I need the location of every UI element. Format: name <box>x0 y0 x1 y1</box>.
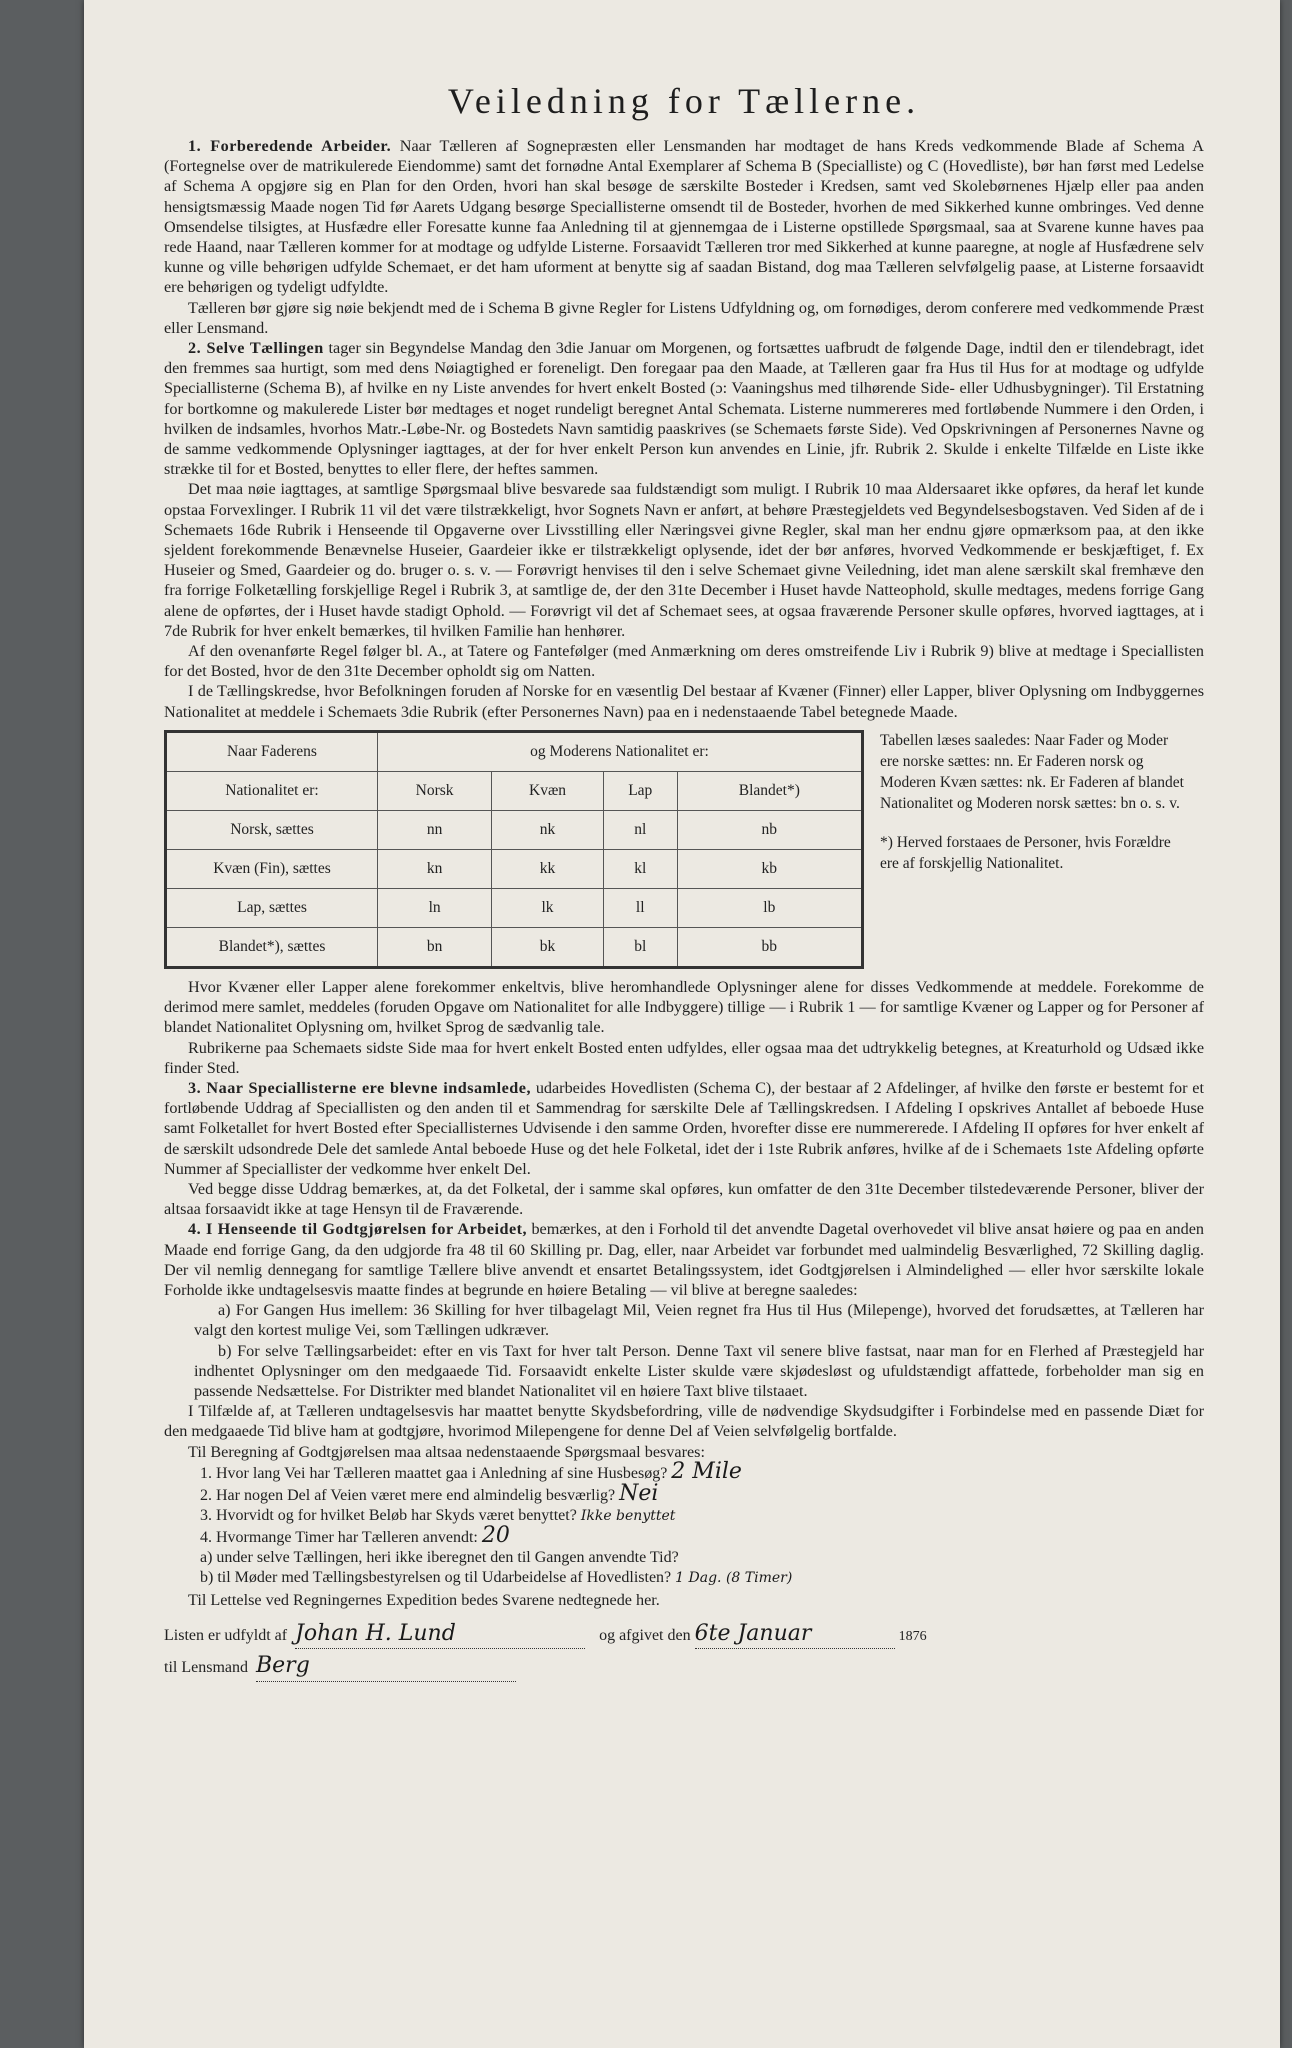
page-title: Veiledning for Tællerne. <box>447 81 921 121</box>
question-3 <box>200 1506 1204 1526</box>
table-cell: kk <box>492 849 604 888</box>
section-2-heading: 2. Selve Tællingen <box>188 339 324 358</box>
question-3-answer: Ikke benyttet <box>580 1507 676 1524</box>
table-head-father-2: Nationalitet er: <box>166 771 378 810</box>
row-label: Kvæn (Fin), sættes <box>166 849 378 888</box>
lensmand-label: til Lensmand <box>164 1658 248 1676</box>
section-1-paragraph-2: Tælleren bør gjøre sig nøie bekjendt med de i Schema B givne Regler for Listens Udfyldning og, om fornødiges, derom conferere med vedkommende Præst eller Lensmand. <box>164 298 1204 337</box>
delivered-label: og afgivet den <box>599 1626 691 1644</box>
table-cell: lb <box>677 888 862 927</box>
question-4b <box>200 1568 1204 1588</box>
table-cell: bb <box>677 927 862 967</box>
table-reading-note: Tabellen læses saaledes: Naar Fader og Moder ere norske sættes: nn. Er Faderen norsk og Moderen Kvæn sættes: nk. Er Faderen af blandet Nationalitet og Moderen norsk sættes: bn o. s. v. <box>880 731 1184 812</box>
table-cell: bn <box>378 927 492 967</box>
after-table-paragraph-2: Rubrikerne paa Schemaets sidste Side maa for hvert enkelt Bosted enten udfyldes, eller ogsaa maa det udtrykkelig betegnes, at Kreaturhold og Udsæd ikke finder Sted. <box>164 1038 1204 1077</box>
filled-by-value: Johan H. Lund <box>295 1620 585 1649</box>
section-2-paragraph <box>164 338 1204 479</box>
section-2-paragraph-4: I de Tællingskredse, hvor Befolkningen foruden af Norske for en væsentlig Del bestaar af Kvæner (Finner) eller Lapper, bliver Oplysning om Indbyggernes Nationalitet at meddele i Schemaets 3die Rubrik (efter Personernes Navn) paa en i nedenstaaende Tabel betegnede Maade. <box>164 682 1204 721</box>
section-1-paragraph <box>164 136 1204 298</box>
section-4-item-b: b) For selve Tællingsarbeidet: efter en vis Taxt for hver talt Person. Denne Taxt vil senere blive fastsat, naar man for en Flerhed af Præstegjeld har indhentet Oplysninger om den medgaaede Tid. Forsaavidt enkelte Lister skulde være skjødesløst og ufuldstændigt affattede, forbeholder man sig en passende Nedsættelse. For Distrikter med blandet Nationalitet vil en høiere Taxt blive tilstaaet. <box>194 1341 1204 1400</box>
section-4-heading: 4. I Henseende til Godtgjørelsen for Arbeidet, <box>188 1220 528 1239</box>
table-explanation <box>880 730 1190 874</box>
question-1-text: 1. Hvor lang Vei har Tælleren maattet gaa i Anledning af sine Husbesøg? <box>200 1464 668 1482</box>
section-3-heading: 3. Naar Speciallisterne ere blevne indsamlede, <box>188 1078 532 1097</box>
section-1-heading: 1. Forberedende Arbeider. <box>188 137 392 155</box>
questions-closing: Til Lettelse ved Regningernes Expedition bedes Svarene nedtegnede her. <box>188 1590 660 1609</box>
table-cell: nl <box>603 810 677 849</box>
table-cell: ln <box>378 888 492 927</box>
section-2-text: tager sin Begyndelse Mandag den 3die Januar om Morgenen, og fortsættes uafbrudt de følgende Dage, indtil den er tilendebragt, idet den fremmes saa hurtigt, som med dens Nøiagtighed er foreneligt. Den foregaar paa den Maade, at Tælleren gaar fra Hus til Hus for at modtage og udfylde Speciallisterne (Schema B), af hvilke en ny Liste anvendes for hvert enkelt Bosted (ɔ: Vaaningshus med tilhørende Side- eller Udhusbygninger). Til Erstatning for bortkomne og makulerede Lister bør medtages et noget rundeligt beregnet Antal Schemata. Listerne nummereres med fortløbende Nummere i den Orden, i hvilken de indsamles, hvorhos Matr.-Løbe-Nr. og Bostedets Navn samtidig paaskrives (se Schemaets første Side). Ved Opskrivningen af Personernes Navne og de samme vedkommende Oplysninger iagttages, at der for hver enkelt Person kun anvendes en Linie, jfr. Rubrik 2. Skulde i enkelte Tilfælde en Liste ikke strække til for et Bosted, benyttes to eller flere, der heftes sammen. <box>164 339 1205 479</box>
table-cell: nn <box>378 810 492 849</box>
table-row <box>166 810 863 849</box>
question-4-answer: 20 <box>481 1522 510 1548</box>
delivered-value: 6te Januar <box>695 1620 895 1649</box>
lensmand-value: Berg <box>256 1651 516 1682</box>
question-1 <box>200 1458 1204 1484</box>
question-2-answer: Nei <box>619 1480 659 1506</box>
table-row <box>166 849 863 888</box>
lensmand-line <box>164 1651 1204 1683</box>
question-3-text: 3. Hvorvidt og for hvilket Beløb har Skyds været benyttet? <box>200 1506 577 1524</box>
table-cell: kn <box>378 849 492 888</box>
table-col-norsk: Norsk <box>378 771 492 810</box>
section-3-paragraph <box>164 1078 1204 1179</box>
row-label: Lap, sættes <box>166 888 378 927</box>
table-column-row <box>166 771 863 810</box>
table-cell: kb <box>677 849 862 888</box>
nationality-table-block <box>164 730 1204 969</box>
section-3-paragraph-2: Ved begge disse Uddrag bemærkes, at, da det Folketal, der i samme skal opføres, kun omfatter de den 31te December tilstedeværende Personer, bliver der altsaa forsaavidt ikke at tage Hensyn til de Fraværende. <box>164 1179 1204 1219</box>
year: 1876 <box>898 1628 927 1644</box>
table-cell: kl <box>603 849 677 888</box>
section-4-paragraph <box>164 1219 1204 1300</box>
table-row <box>166 888 863 927</box>
question-2 <box>200 1480 1204 1506</box>
document-page <box>84 0 1280 2048</box>
table-cell: bl <box>603 927 677 967</box>
table-col-kvaen: Kvæn <box>492 771 604 810</box>
question-4 <box>200 1522 1204 1548</box>
section-4-paragraph-3: Til Beregning af Godtgjørelsen maa altsaa nedenstaaende Spørgsmaal besvares: <box>188 1442 705 1461</box>
signature-line <box>164 1620 1204 1651</box>
row-label: Blandet*), sættes <box>166 927 378 967</box>
question-4b-answer: 1 Dag. (8 Timer) <box>675 1569 793 1586</box>
table-cell: lk <box>492 888 604 927</box>
table-footnote: *) Herved forstaaes de Personer, hvis Forældre ere af forskjellig Nationalitet. <box>880 833 1171 872</box>
after-table-paragraph-1: Hvor Kvæner eller Lapper alene forekommer enkeltvis, blive heromhandlede Oplysninger alene for disses Vedkommende at meddele. Forekomme de derimod mere samlet, meddeles (foruden Opgave om Nationalitet for alle Indbyggere) tillige — i Rubrik 1 — for samtlige Kvæner og Lapper og for Personer af blandet Nationalitet Oplysning om, hvilket Sprog de sædvanlig tale. <box>164 977 1204 1037</box>
table-cell: ll <box>603 888 677 927</box>
section-4-text: bemærkes, at den i Forhold til det anvendte Dagetal overhovedet vil blive ansat høiere og paa en anden Maade end forrige Gang, da den udgjorde fra 48 til 60 Skilling pr. Dag, eller, naar Arbeidet var forbundet med ualmindelig Besværlighed, 72 Skilling daglig. Der vil nemlig dennegang for samtlige Tællere blive anvendt et ensartet Betalingssystem, idet Godtgjørelsen i Almindelighed — eller hvor særskilte lokale Forholde ikke undtagelsesvis maatte findes at begrunde en høiere Betaling — vil blive at beregne saaledes: <box>164 1220 1205 1299</box>
section-4-item-a: a) For Gangen Hus imellem: 36 Skilling for hver tilbagelagt Mil, Veien regnet fra Hus til Hus (Milepenge), hvorved det forudsættes, at Tælleren har valgt den kortest mulige Vei, som Tællingen udkræver. <box>194 1301 1204 1340</box>
filled-by-label: Listen er udfyldt af <box>164 1626 288 1644</box>
table-header-row <box>166 731 863 771</box>
table-col-blandet: Blandet*) <box>677 771 862 810</box>
section-3-text: udarbeides Hovedlisten (Schema C), der bestaar af 2 Afdelinger, af hvilke den første er bestemt for et fortløbende Uddrag af Speciallisten og den anden til et Sammendrag for særskilte Dele af Tællingskredsen. I Afdeling I opskrives Antallet af beboede Huse samt Folketallet for hvert Bosted efter Speciallisternes Udvisende i den samme Orden, hvorefter disse ere nummererede. I Afdeling II opføres for hver enkelt af de særskilt udsondrede Dele det samlede Antal beboede Huse og det hele Folketal, idet der i 1ste Rubrik anføres, hvilke af de i Schemaets 1ste Afdeling opførte Nummer af Speciallister der vedkomme hver enkelt Del. <box>164 1078 1204 1178</box>
section-4-paragraph-2: I Tilfælde af, at Tælleren undtagelsesvis har maattet benytte Skydsbefordring, ville de nødvendige Skydsudgifter i Forbindelse med en passende Diæt for den medgaaede Tid blive ham at godtgjøre, hvorimod Milepengene for denne Del af Veien selvfølgelig bortfalde. <box>164 1402 1204 1441</box>
table-head-mother: og Moderens Nationalitet er: <box>378 731 863 771</box>
question-4b-text: b) til Møder med Tællingsbestyrelsen og til Udarbeidelse af Hovedlisten? <box>200 1568 672 1586</box>
question-1-answer: 2 Mile <box>671 1458 742 1484</box>
section-1-text: Naar Tælleren af Sognepræsten eller Lensmanden har modtaget de hans Kreds vedkommende Blade af Schema A (Fortegnelse over de matrikulerede Eiendomme) samt det fornødne Antal Exemplarer af Schema B (Specialliste) og C (Hovedliste), bør han først med Ledelse af Schema A opgjøre sig en Plan for den Orden, hvori han skal besøge de særskilte Bosteder i Kredsen, samt ved Skolebørnenes Hjælp eller paa anden hensigtsmæssig Maade nogen Tid før Aarets Udgang besørge Speciallisterne omsendt til de Bosteder, hvorhen de med Sikkerhed kunne ombringes. Ved denne Omsendelse tilsigtes, at Husfædre eller Foresatte kunne faa Anledning til at gjennemgaa de i Listerne opstillede Spørgsmaal, saa at Svarene kunne haves paa rede Haand, naar Tælleren kommer for at modtage og udfylde Listerne. Forsaavidt Tælleren tror med Sikkerhed at kunne paaregne, at nogle af Husfædrene selv kunne og ville behørigen udfylde Schemaet, er det ham uforment at benytte sig af saadan Bistand, dog maa Tælleren selvfølgelig paase, at Listerne forsaavidt ere behørigen og tydeligt udfyldte. <box>164 137 1204 297</box>
table-cell: nk <box>492 810 604 849</box>
table-row <box>166 927 863 967</box>
table-cell: bk <box>492 927 604 967</box>
section-2-paragraph-2: Det maa nøie iagttages, at samtlige Spørgsmaal blive besvarede saa fuldstændigt som muligt. I Rubrik 10 maa Aldersaaret ikke opføres, da heraf let kunde opstaa Forvexlinger. I Rubrik 11 vil det være tilstrækkeligt, hvor Sognets Navn er anført, at behøre Præstegjeldets ved Begyndelsesbogstaven. Ved Siden af de i Schemaets 16de Rubrik i Henseende til Opgaverne over Livsstilling eller Næringsvei givne Regler, skal man her endnu gjøre opmærksom paa, at den ikke sjeldent forekommende Benævnelse Huseier, Gaardeier ikke er tilstrækkeligt oplysende, idet der bør anføres, hvorved Vedkommende er beskjæftiget, f. Ex Huseier og Smed, Gaardeier og do. bruger o. s. v. — Forøvrigt henvises til den i selve Schemaet givne Veiledning, idet man alene særskilt skal fremhæve den fra forrige Folketælling forskjellige Regel i Rubrik 3, at samtlige de, der den 31te December i Huset havde Natteophold, skulle medtages, medens forrige Gang alene de opførtes, der i Huset havde stadigt Ophold. — Forøvrigt vil det af Schemaet sees, at ogsaa fraværende Personer skulle opføres, hvorved iagttages, at i 7de Rubrik for hver enkelt bemærkes, til hvilken Familie han henhører. <box>164 480 1204 640</box>
table-head-father-1: Naar Faderens <box>166 731 378 771</box>
question-2-text: 2. Har nogen Del af Veien været mere end almindelig besværlig? <box>200 1486 616 1504</box>
section-2-paragraph-3: Af den ovenanførte Regel følger bl. A., at Tatere og Fantefølger (med Anmærkning om deres omstreifende Liv i Rubrik 9) blive at medtage i Speciallisten for det Bosted, hvor de den 31te December opholdt sig om Natten. <box>164 642 1204 681</box>
document-content <box>164 80 1204 1683</box>
questions-list <box>164 1458 1204 1548</box>
question-4-text: 4. Hvormange Timer har Tælleren anvendt: <box>200 1528 478 1546</box>
nationality-table <box>164 730 864 969</box>
table-cell: nb <box>677 810 862 849</box>
table-col-lap: Lap <box>603 771 677 810</box>
row-label: Norsk, sættes <box>166 810 378 849</box>
question-4a: a) under selve Tællingen, heri ikke iberegnet den til Gangen anvendte Tid? <box>200 1548 679 1566</box>
